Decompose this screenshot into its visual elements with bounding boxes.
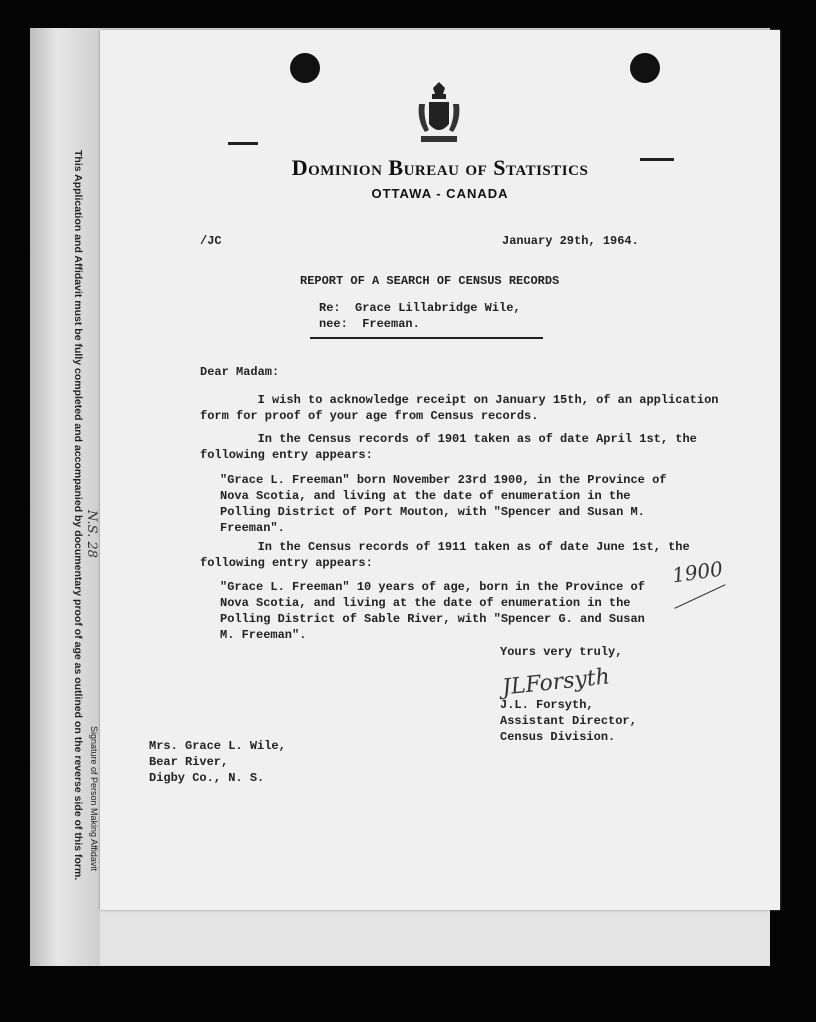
handwritten-year: 1900 bbox=[670, 556, 725, 588]
paragraph: I wish to acknowledge receipt on January 15th, of an application form for proof of your age from Census records. bbox=[200, 393, 719, 423]
handwritten-note: N.S. 28 bbox=[84, 510, 99, 558]
signature-label: Signature of Person Making Affidavit bbox=[89, 726, 99, 871]
signer-name: J.L. Forsyth, bbox=[500, 698, 594, 712]
census-1901-entry: "Grace L. Freeman" born November 23rd 1900, in the Province of Nova Scotia, and living at the date of enumeration in the Polling District of Port Mouton, with "Spencer and Susan M. Freeman". bbox=[220, 473, 667, 535]
paragraph: In the Census records of 1901 taken as of date April 1st, the following entry appears: bbox=[200, 432, 697, 462]
punch-hole bbox=[630, 53, 660, 83]
reference-code: /JC bbox=[200, 234, 222, 248]
signer-title: Assistant Director, bbox=[500, 714, 637, 728]
closing: Yours very truly, bbox=[500, 645, 623, 659]
form-bottom-edge bbox=[100, 905, 770, 965]
salutation: Dear Madam: bbox=[200, 365, 280, 379]
title-underline bbox=[310, 337, 543, 339]
paragraph: In the Census records of 1911 taken as of date June 1st, the following entry appears: bbox=[200, 540, 690, 570]
punch-hole bbox=[290, 53, 320, 83]
signer-division: Census Division. bbox=[500, 730, 616, 744]
report-title: REPORT OF A SEARCH OF CENSUS RECORDS bbox=[300, 274, 560, 288]
re-line: Re: Grace Lillabridge Wile, bbox=[319, 301, 521, 315]
handwritten-stroke bbox=[674, 584, 725, 609]
address-line: Bear River, bbox=[149, 755, 229, 769]
divider bbox=[228, 142, 258, 145]
divider bbox=[640, 158, 674, 161]
organization-name: Dominion Bureau of Statistics bbox=[291, 155, 589, 180]
letter-page bbox=[100, 30, 780, 910]
address-line: Mrs. Grace L. Wile, bbox=[149, 739, 286, 753]
organization-location: OTTAWA - CANADA bbox=[371, 186, 509, 201]
address-line: Digby Co., N. S. bbox=[149, 771, 265, 785]
letter-date: January 29th, 1964. bbox=[502, 234, 639, 248]
signature: JLForsyth bbox=[500, 664, 611, 701]
nee-line: nee: Freeman. bbox=[319, 317, 420, 331]
census-1911-entry: "Grace L. Freeman" 10 years of age, born in the Province of Nova Scotia, and living at the date of enumeration in the Polling District of Sable River, with "Spencer G. and Susan M. Freeman". bbox=[220, 580, 645, 642]
coat-of-arms-icon bbox=[415, 80, 463, 150]
form-instruction: This Application and Affidavit must be fully completed and accompanied by documentary proof of age as outlined on the reverse side of this form. bbox=[72, 150, 84, 881]
